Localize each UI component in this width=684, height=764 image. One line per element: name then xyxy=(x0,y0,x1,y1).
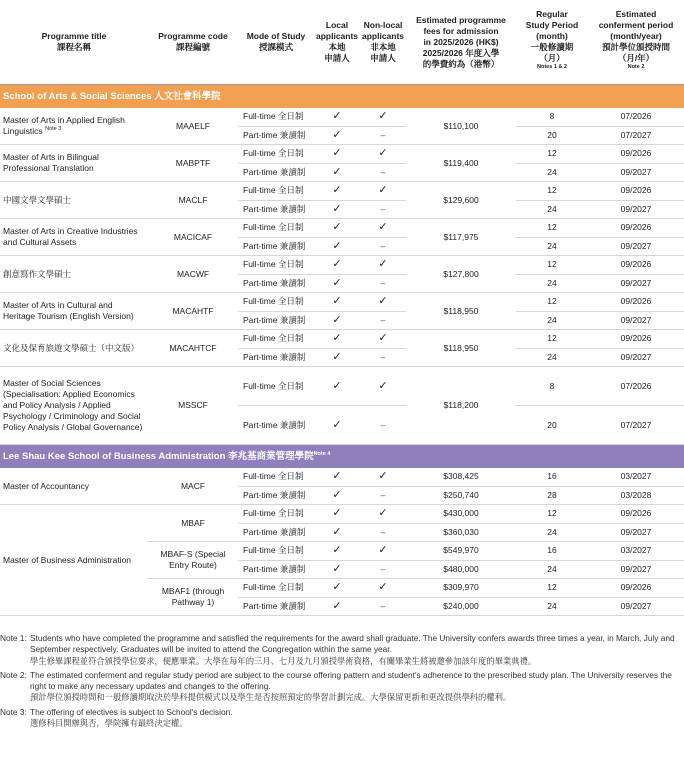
fee-cell: $118,200 xyxy=(406,367,516,445)
dash-icon: – xyxy=(380,563,386,574)
local-cell xyxy=(314,579,360,598)
conferment-cell: 09/2027 xyxy=(588,163,684,182)
study-mode: Part-time 兼讀制 xyxy=(238,311,314,330)
programme-title-text: Master of Arts in Applied English Linguistics xyxy=(3,115,125,136)
conferment-cell: 09/2026 xyxy=(588,293,684,312)
programme-title xyxy=(0,145,148,182)
table-row xyxy=(0,182,684,201)
check-icon: ✓ xyxy=(332,221,342,234)
local-cell xyxy=(314,311,360,330)
fee-cell: $129,600 xyxy=(406,182,516,219)
programme-title-text: 創意寫作文學碩士 xyxy=(3,268,72,279)
check-icon: ✓ xyxy=(332,562,342,575)
local-cell xyxy=(314,200,360,219)
footnote xyxy=(0,633,684,667)
study-mode: Part-time 兼讀制 xyxy=(238,163,314,182)
dash-icon: – xyxy=(380,526,386,537)
fee-cell: $480,000 xyxy=(406,560,516,579)
local-cell xyxy=(314,523,360,542)
table-row xyxy=(0,330,684,349)
programme-title-text: 文化及保育旅遊文學碩士（中文版） xyxy=(3,342,140,353)
fee-cell: $117,975 xyxy=(406,219,516,256)
period-cell: 20 xyxy=(516,126,588,145)
check-icon: ✓ xyxy=(332,488,342,501)
study-mode: Full-time 全日制 xyxy=(238,542,314,561)
period-cell: 12 xyxy=(516,145,588,164)
table-row xyxy=(0,505,684,524)
local-cell xyxy=(314,293,360,312)
nonlocal-cell xyxy=(360,579,406,598)
local-cell xyxy=(314,505,360,524)
period-cell: 12 xyxy=(516,579,588,598)
table-row xyxy=(0,219,684,238)
dash-icon: – xyxy=(380,129,386,140)
header-mode: Mode of Study 授課模式 xyxy=(238,0,314,85)
conferment-cell: 09/2027 xyxy=(588,597,684,616)
footnote-text-zh: 預計學位頒授時間和一般修讀期取決於學科提供模式以及學生是否按照預定的學習計劃完成。大學保留更新和更改提供學科的權利。 xyxy=(30,692,512,703)
period-cell: 28 xyxy=(516,486,588,505)
nonlocal-cell xyxy=(360,367,406,406)
programme-title xyxy=(0,256,148,293)
check-icon: ✓ xyxy=(332,581,342,594)
check-icon: ✓ xyxy=(332,239,342,252)
table-row xyxy=(0,108,684,126)
dash-icon: – xyxy=(380,166,386,177)
nonlocal-cell xyxy=(360,126,406,145)
study-mode: Part-time 兼讀制 xyxy=(238,406,314,445)
period-cell: 12 xyxy=(516,182,588,201)
local-cell xyxy=(314,237,360,256)
fee-cell: $360,030 xyxy=(406,523,516,542)
period-cell: 8 xyxy=(516,108,588,126)
conferment-cell: 09/2027 xyxy=(588,560,684,579)
nonlocal-cell xyxy=(360,200,406,219)
fee-cell: $127,800 xyxy=(406,256,516,293)
header-local: Local applicants 本地 申請人 xyxy=(314,0,360,85)
programme-code: MABPTF xyxy=(148,145,238,182)
study-mode: Full-time 全日制 xyxy=(238,330,314,349)
programme-code: MBAF xyxy=(148,505,238,542)
programme-title: Master of Business Administration xyxy=(0,505,148,616)
period-cell: 24 xyxy=(516,200,588,219)
local-cell xyxy=(314,182,360,201)
study-mode: Part-time 兼讀制 xyxy=(238,486,314,505)
check-icon: ✓ xyxy=(332,507,342,520)
nonlocal-cell xyxy=(360,237,406,256)
conferment-cell: 09/2027 xyxy=(588,200,684,219)
nonlocal-cell xyxy=(360,311,406,330)
check-icon: ✓ xyxy=(378,507,388,520)
conferment-cell: 09/2027 xyxy=(588,348,684,367)
nonlocal-cell xyxy=(360,597,406,616)
nonlocal-cell xyxy=(360,406,406,445)
programme-code: MSSCF xyxy=(148,367,238,445)
study-mode: Full-time 全日制 xyxy=(238,182,314,201)
section-title: School of Arts & Social Sciences 人文社會科學院 xyxy=(0,85,684,109)
local-cell xyxy=(314,274,360,293)
programme-code: MBAF-S (Special Entry Route) xyxy=(148,542,238,579)
check-icon: ✓ xyxy=(378,147,388,160)
check-icon: ✓ xyxy=(378,544,388,557)
conferment-cell: 09/2026 xyxy=(588,219,684,238)
check-icon: ✓ xyxy=(378,470,388,483)
footnote-label: Note 3: xyxy=(0,706,27,717)
fee-cell: $309,970 xyxy=(406,579,516,598)
conferment-cell: 09/2027 xyxy=(588,274,684,293)
local-cell xyxy=(314,163,360,182)
footnote-text-zh: 學生修畢課程並符合頒授學位要求，便應畢業。大學在每年的三月、七月及九月頒授學術資格，有關畢業生將被邀參加該年度的畢業典禮。 xyxy=(30,655,537,666)
conferment-cell: 07/2027 xyxy=(588,406,684,445)
fee-cell: $250,740 xyxy=(406,486,516,505)
table-body xyxy=(0,85,684,616)
programme-title-text: Master of Accountancy xyxy=(3,480,89,491)
table-header-row xyxy=(0,0,684,85)
nonlocal-cell xyxy=(360,468,406,486)
section-title: Lee Shau Kee School of Business Administration 李兆基商業管理學院$^{Note 4}$ xyxy=(0,445,684,469)
nonlocal-cell xyxy=(360,486,406,505)
check-icon: ✓ xyxy=(332,313,342,326)
check-icon: ✓ xyxy=(332,544,342,557)
period-cell: 12 xyxy=(516,505,588,524)
check-icon: ✓ xyxy=(378,581,388,594)
programme-code: MACAHTF xyxy=(148,293,238,330)
programme-title xyxy=(0,182,148,219)
programme-title-text: Master of Social Sciences (Specialisation: Applied Economics and Policy Analysis / Applied Psychology / Criminology and Social Policy Analysis / Global Governance) xyxy=(3,378,143,432)
dash-icon: – xyxy=(380,489,386,500)
nonlocal-cell xyxy=(360,505,406,524)
nonlocal-cell xyxy=(360,330,406,349)
study-mode: Part-time 兼讀制 xyxy=(238,274,314,293)
conferment-cell: 03/2027 xyxy=(588,542,684,561)
study-mode: Full-time 全日制 xyxy=(238,108,314,126)
local-cell xyxy=(314,348,360,367)
conferment-cell: 07/2026 xyxy=(588,367,684,406)
check-icon: ✓ xyxy=(332,147,342,160)
period-cell: 20 xyxy=(516,406,588,445)
local-cell xyxy=(314,145,360,164)
local-cell xyxy=(314,256,360,275)
programme-title-note: Note 3 xyxy=(45,126,62,133)
footnote-body xyxy=(30,707,684,730)
footnotes xyxy=(0,633,684,732)
conferment-cell: 09/2027 xyxy=(588,523,684,542)
nonlocal-cell xyxy=(360,163,406,182)
study-mode: Full-time 全日制 xyxy=(238,579,314,598)
programme-code: MACF xyxy=(148,468,238,505)
dash-icon: – xyxy=(380,277,386,288)
local-cell xyxy=(314,542,360,561)
conferment-cell: 07/2026 xyxy=(588,108,684,126)
conferment-cell: 03/2028 xyxy=(588,486,684,505)
nonlocal-cell xyxy=(360,219,406,238)
conferment-cell: 09/2026 xyxy=(588,145,684,164)
check-icon: ✓ xyxy=(332,350,342,363)
check-icon: ✓ xyxy=(332,525,342,538)
study-mode: Part-time 兼讀制 xyxy=(238,126,314,145)
check-icon: ✓ xyxy=(332,202,342,215)
period-cell: 24 xyxy=(516,523,588,542)
check-icon: ✓ xyxy=(378,295,388,308)
footnote-body xyxy=(30,633,684,667)
footnote-body xyxy=(30,670,684,704)
conferment-cell: 09/2026 xyxy=(588,505,684,524)
programme-title xyxy=(0,219,148,256)
local-cell xyxy=(314,108,360,126)
fee-cell: $549,970 xyxy=(406,542,516,561)
local-cell xyxy=(314,219,360,238)
programme-title xyxy=(0,293,148,330)
period-cell: 24 xyxy=(516,348,588,367)
check-icon: ✓ xyxy=(332,379,342,392)
check-icon: ✓ xyxy=(332,258,342,271)
dash-icon: – xyxy=(380,240,386,251)
check-icon: ✓ xyxy=(378,332,388,345)
nonlocal-cell xyxy=(360,256,406,275)
programme-title xyxy=(0,330,148,367)
check-icon: ✓ xyxy=(332,184,342,197)
check-icon: ✓ xyxy=(332,332,342,345)
table-row xyxy=(0,367,684,406)
header-title: Programme title 課程名稱 xyxy=(0,0,148,85)
table-row xyxy=(0,256,684,275)
programme-code: MACICAF xyxy=(148,219,238,256)
period-cell: 12 xyxy=(516,219,588,238)
dash-icon: – xyxy=(380,314,386,325)
footnote-text-zh: 選修科目開辦與否，學院擁有最終決定權。 xyxy=(30,718,188,729)
dash-icon: – xyxy=(380,419,386,430)
dash-icon: – xyxy=(380,351,386,362)
check-icon: ✓ xyxy=(378,221,388,234)
period-cell: 16 xyxy=(516,468,588,486)
footnote-label: Note 1: xyxy=(0,633,27,643)
fee-cell: $240,000 xyxy=(406,597,516,616)
local-cell xyxy=(314,486,360,505)
period-cell: 12 xyxy=(516,256,588,275)
period-cell: 16 xyxy=(516,542,588,561)
period-cell: 24 xyxy=(516,237,588,256)
fee-cell: $119,400 xyxy=(406,145,516,182)
conferment-cell: 09/2027 xyxy=(588,311,684,330)
period-cell: 8 xyxy=(516,367,588,406)
local-cell xyxy=(314,406,360,445)
nonlocal-cell xyxy=(360,293,406,312)
footnote xyxy=(0,670,684,704)
conferment-cell: 03/2027 xyxy=(588,468,684,486)
study-mode: Part-time 兼讀制 xyxy=(238,348,314,367)
study-mode: Part-time 兼讀制 xyxy=(238,560,314,579)
study-mode: Full-time 全日制 xyxy=(238,468,314,486)
nonlocal-cell xyxy=(360,182,406,201)
study-mode: Full-time 全日制 xyxy=(238,505,314,524)
conferment-cell: 09/2026 xyxy=(588,579,684,598)
programme-title xyxy=(0,367,148,445)
dash-icon: – xyxy=(380,600,386,611)
study-mode: Full-time 全日制 xyxy=(238,293,314,312)
header-fees: Estimated programme fees for admission in 2025/2026 (HK$) 2025/2026 年度入學 的學費約為（港幣） xyxy=(406,0,516,85)
check-icon: ✓ xyxy=(378,379,388,392)
programme-code: MAAELF xyxy=(148,108,238,145)
study-mode: Full-time 全日制 xyxy=(238,219,314,238)
local-cell xyxy=(314,330,360,349)
period-cell: 24 xyxy=(516,560,588,579)
study-mode: Full-time 全日制 xyxy=(238,256,314,275)
nonlocal-cell xyxy=(360,560,406,579)
footnote-text-en: The offering of electives is subject to School's decision. xyxy=(30,706,233,717)
check-icon: ✓ xyxy=(378,110,388,123)
check-icon: ✓ xyxy=(332,276,342,289)
footnote-text-en: The estimated conferment and regular study period are subject to the course offering pattern and student's adherence to the prescribed study plan. The University reserves the right to make any necessary updates and changes to the offering. xyxy=(30,669,672,692)
check-icon: ✓ xyxy=(332,165,342,178)
section-header xyxy=(0,445,684,469)
conferment-cell: 07/2027 xyxy=(588,126,684,145)
dash-icon: – xyxy=(380,203,386,214)
nonlocal-cell xyxy=(360,108,406,126)
header-period: Regular Study Period (month) 一般修讀期 （月） $^{Notes 1 \& 2}$ xyxy=(516,0,588,85)
nonlocal-cell xyxy=(360,145,406,164)
fee-cell: $118,950 xyxy=(406,330,516,367)
check-icon: ✓ xyxy=(332,470,342,483)
footnote-label: Note 2: xyxy=(0,669,27,680)
footnote-text-en: Students who have completed the programme and satisfied the requirements for the award shall graduate. The University confers awards three times a year, in March, July and September respectively. Graduates will be invited to attend the Congregation within the same year. xyxy=(30,633,675,655)
check-icon: ✓ xyxy=(332,110,342,123)
programme-code: MBAF1 (through Pathway 1) xyxy=(148,579,238,616)
period-cell: 24 xyxy=(516,163,588,182)
nonlocal-cell xyxy=(360,542,406,561)
table-row xyxy=(0,468,684,486)
period-cell: 24 xyxy=(516,274,588,293)
fee-cell: $308,425 xyxy=(406,468,516,486)
footnote xyxy=(0,707,684,730)
programme-title xyxy=(0,108,148,145)
nonlocal-cell xyxy=(360,348,406,367)
header-code: Programme code 課程編號 xyxy=(148,0,238,85)
period-cell: 12 xyxy=(516,330,588,349)
section-header xyxy=(0,85,684,109)
fee-cell: $118,950 xyxy=(406,293,516,330)
period-cell: 24 xyxy=(516,597,588,616)
header-nonlocal: Non-local applicants 非本地 申請人 xyxy=(360,0,406,85)
programme-title-text: Master of Arts in Creative Industries and Cultural Assets xyxy=(3,226,138,247)
period-cell: 12 xyxy=(516,293,588,312)
check-icon: ✓ xyxy=(332,128,342,141)
programme-code: MACAHTCF xyxy=(148,330,238,367)
nonlocal-cell xyxy=(360,274,406,293)
programme-title-text: 中國文學文學碩士 xyxy=(3,194,72,205)
header-conferment: Estimated conferment period (month/year) 預計學位頒授時間 （月/年） $^{Note 2}$ xyxy=(588,0,684,85)
local-cell xyxy=(314,367,360,406)
programme-title-text: Master of Arts in Bilingual Professional Translation xyxy=(3,152,99,173)
check-icon: ✓ xyxy=(332,599,342,612)
nonlocal-cell xyxy=(360,523,406,542)
programme-code: MACLF xyxy=(148,182,238,219)
local-cell xyxy=(314,597,360,616)
programme-title-text: Master of Arts in Cultural and Heritage Tourism (English Version) xyxy=(3,300,134,321)
local-cell xyxy=(314,560,360,579)
study-mode: Part-time 兼讀制 xyxy=(238,523,314,542)
check-icon: ✓ xyxy=(378,184,388,197)
conferment-cell: 09/2026 xyxy=(588,182,684,201)
local-cell xyxy=(314,468,360,486)
conferment-cell: 09/2027 xyxy=(588,237,684,256)
table-row xyxy=(0,145,684,164)
conferment-cell: 09/2026 xyxy=(588,330,684,349)
fee-cell: $430,000 xyxy=(406,505,516,524)
local-cell xyxy=(314,126,360,145)
check-icon: ✓ xyxy=(378,258,388,271)
fee-cell: $110,100 xyxy=(406,108,516,145)
check-icon: ✓ xyxy=(332,295,342,308)
period-cell: 24 xyxy=(516,311,588,330)
programme-code: MACWF xyxy=(148,256,238,293)
conferment-cell: 09/2026 xyxy=(588,256,684,275)
study-mode: Part-time 兼讀制 xyxy=(238,597,314,616)
programme-title xyxy=(0,468,148,505)
study-mode: Full-time 全日制 xyxy=(238,145,314,164)
table-row xyxy=(0,293,684,312)
check-icon: ✓ xyxy=(332,418,342,431)
study-mode: Part-time 兼讀制 xyxy=(238,237,314,256)
study-mode: Full-time 全日制 xyxy=(238,367,314,406)
study-mode: Part-time 兼讀制 xyxy=(238,200,314,219)
